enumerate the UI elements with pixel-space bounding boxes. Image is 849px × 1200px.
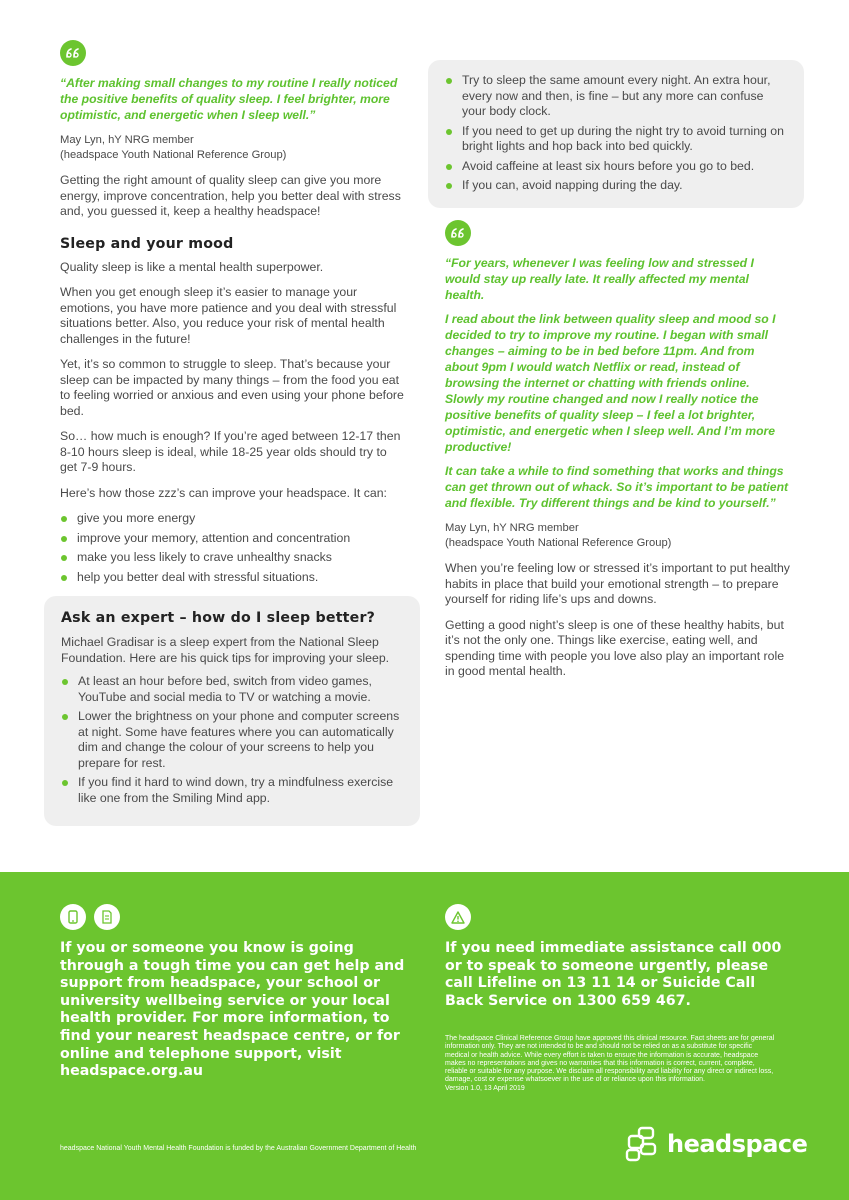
attribution-name: May Lyn, hY NRG member (445, 522, 579, 534)
warning-icon (445, 904, 471, 930)
footer-right-icon (445, 904, 471, 930)
version-text: Version 1.0, 13 April 2019 (445, 1084, 525, 1092)
paragraph: Quality sleep is like a mental health superpower. (60, 259, 324, 274)
paragraph: Yet, it’s so common to struggle to sleep. That’s because your sleep can be impacted by many things – from the food you eat to feeling worried or anxious and even using your phone before bed. (60, 357, 404, 418)
attribution-name: May Lyn, hY NRG member (60, 134, 194, 146)
section-heading-sleep-mood: Sleep and your mood (60, 235, 234, 252)
logo-wordmark: headspace (667, 1130, 808, 1158)
list-item: If you find it hard to wind down, try a mindfulness exercise like one from the Smiling Mind app. (61, 775, 404, 806)
expert-heading: Ask an expert – how do I sleep better? (61, 610, 376, 626)
list-item: Avoid caffeine at least six hours before you go to bed. (445, 159, 788, 175)
list-item: At least an hour before bed, switch from video games, YouTube and social media to TV or watching a movie. (61, 674, 404, 705)
footer-banner (0, 872, 849, 1200)
paragraph: Here’s how those zzz’s can improve your headspace. It can: (60, 485, 387, 500)
member-quote-paragraph: “For years, whenever I was feeling low and stressed I would stay up really late. It really affected my mental health. (445, 256, 754, 302)
list-item: If you can, avoid napping during the day. (445, 178, 788, 194)
expert-intro: Michael Gradisar is a sleep expert from the National Sleep Foundation. Here are his quick tips for improving your sleep. (61, 635, 390, 665)
support-info-text: If you or someone you know is going through a tough time you can get help and support from headspace, your school or university wellbeing service or your local health provider. For more information, to find your nearest headspace centre, or for online and telephone support, visit headspace.org.au (60, 940, 405, 1080)
paragraph: When you’re feeling low or stressed it’s important to put healthy habits in place that build your emotional strength – to prepare yourself for riding life’s ups and downs. (445, 561, 790, 606)
phone-icon (60, 904, 86, 930)
headspace-logo-mark-icon (625, 1126, 661, 1162)
expert-tips-box (44, 596, 420, 826)
paragraph: When you get enough sleep it’s easier to manage your emotions, you have more patience and you deal with stressful situations better. Also, you reduce your risk of mental health challenges in the future! (60, 285, 397, 346)
member-quote-paragraph: It can take a while to find something that works and things can get thrown out of whack. So it’s important to be patient and flexible. Try different things and be kind to yourself.” (445, 464, 789, 510)
list-item: make you less likely to crave unhealthy snacks (60, 550, 405, 566)
document-icon (94, 904, 120, 930)
funding-statement: headspace National Youth Mental Health Foundation is funded by the Australian Government Department of Health (60, 1145, 417, 1152)
disclaimer-text: The headspace Clinical Reference Group have approved this clinical resource. Fact sheets are for general information only. They are not intended to be and should not be relied on as a substitute for specific medical or health advice. While every effort is taken to ensure the information is accurate, headspace makes no representations and gives no warranties that this information is correct, current, complete, reliable or suitable for any purpose. We disclaim all responsibility and liability for any direct or indirect loss, damage, cost or expense whatsoever in the use of or reliance upon this information. (445, 1035, 775, 1084)
expert-tips-list (61, 674, 404, 806)
list-item: Lower the brightness on your phone and computer screens at night. Some have features where you can automatically dim and change the colour of your screens to help you prepare for rest. (61, 709, 404, 771)
headspace-logo (625, 1126, 807, 1162)
list-item: If you need to get up during the night try to avoid turning on bright lights and hop back into bed quickly. (445, 124, 788, 155)
footer-left-icons (60, 904, 120, 930)
quote-attribution (60, 133, 405, 163)
list-item: Try to sleep the same amount every night. An extra hour, every now and then, is fine – but any more can confuse your body clock. (445, 73, 788, 120)
sleep-tips-box (428, 60, 804, 208)
paragraph: So… how much is enough? If you’re aged between 12-17 then 8-10 hours sleep is ideal, while 18-25 year olds should try to get 7-9 hours. (60, 429, 401, 474)
right-column (445, 220, 790, 680)
quote-attribution (445, 521, 790, 551)
member-quote-paragraph: I read about the link between quality sleep and mood so I decided to try to improve my routine. I began with small changes – aiming to be in bed before 11pm. And from about 9pm I would watch Netflix or read, instead of browsing the internet or chatting with friends online. Slowly my routine changed and now I really notice the positive benefits of quality sleep – I feel a lot brighter, optimistic, and energetic when I sleep well. And I’m more productive! (445, 312, 776, 454)
quote-icon (60, 40, 86, 66)
benefits-list (60, 511, 405, 585)
member-quote: “After making small changes to my routine I really noticed the positive benefits of quality sleep. I feel brighter, more optimistic, and energetic when I sleep well.” (60, 76, 398, 122)
quote-icon (445, 220, 471, 246)
list-item: help you better deal with stressful situations. (60, 570, 405, 586)
list-item: improve your memory, attention and concentration (60, 531, 405, 547)
emergency-contact-text: If you need immediate assistance call 000 or to speak to someone urgently, please call Lifeline on 13 11 14 or Suicide Call Back Service on 1300 659 467. (445, 940, 782, 1009)
list-item: give you more energy (60, 511, 405, 527)
disclaimer (445, 1035, 775, 1093)
sleep-tips-list (445, 73, 788, 194)
paragraph: Getting a good night’s sleep is one of these healthy habits, but it’s not the only one. Things like exercise, eating well, and spending time with people you love also play an important role in good mental health. (445, 617, 785, 678)
attribution-group: (headspace Youth National Reference Group) (60, 149, 287, 161)
left-column (60, 40, 405, 589)
attribution-group: (headspace Youth National Reference Group) (445, 537, 672, 549)
intro-paragraph: Getting the right amount of quality sleep can give you more energy, improve concentration, help you better deal with stress and, you guessed it, keep a healthy headspace! (60, 173, 401, 218)
